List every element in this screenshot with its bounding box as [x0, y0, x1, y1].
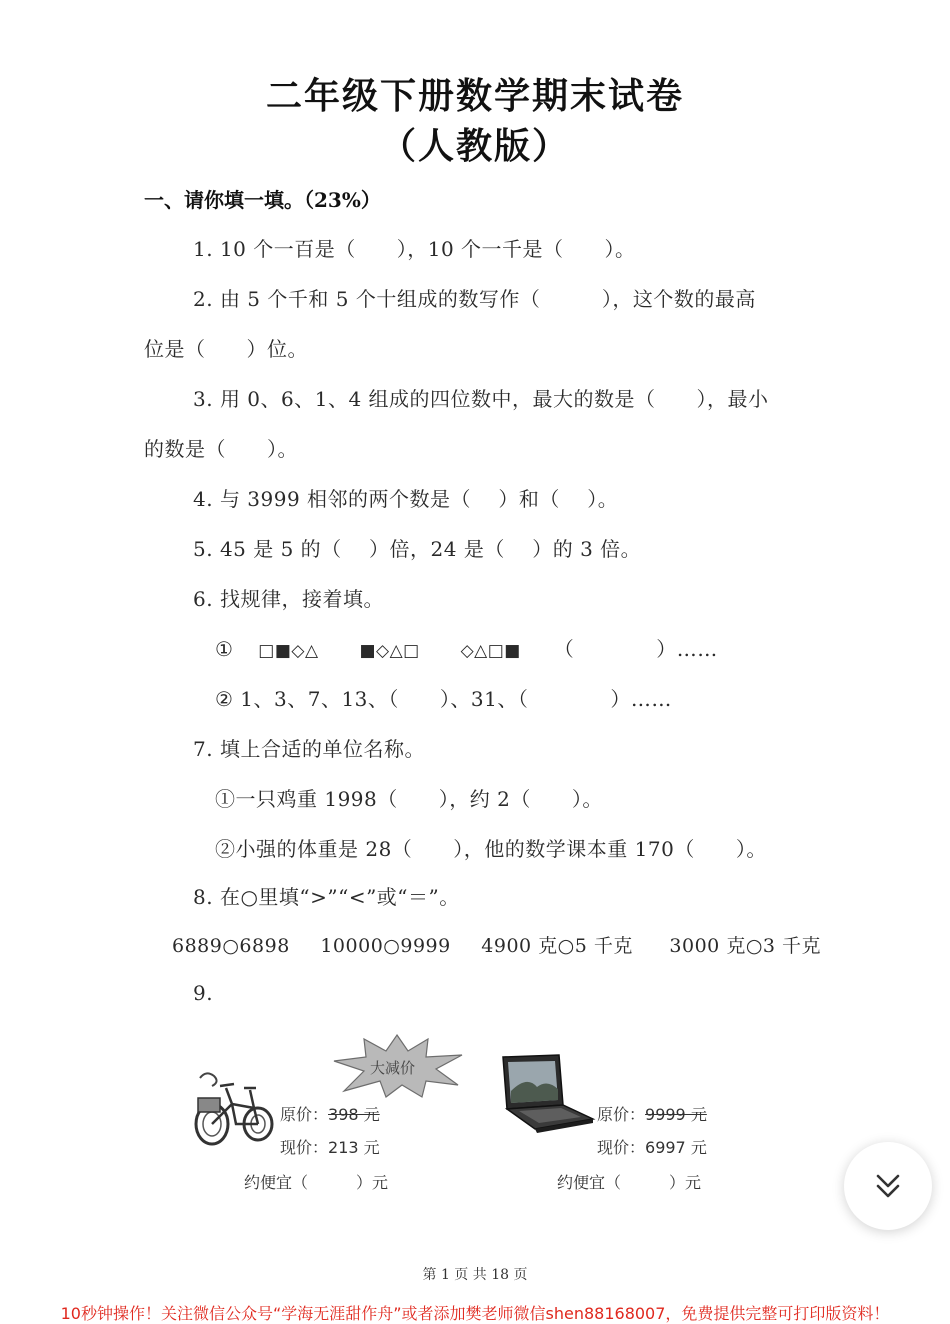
promo-banner[interactable]: 10秒钟操作！关注微信公众号“学海无涯甜作舟”或者添加樊老师微信shen88168007，免费提供完整可打印版资料！	[60, 1304, 890, 1323]
page-number: 第 1 页 共 18 页	[422, 1267, 528, 1283]
laptop-current	[597, 1135, 707, 1158]
double-chevron-down-icon	[871, 1169, 905, 1203]
question-7-part-1: ①一只鸡重 1998（ ），约 2（ ）。	[215, 787, 603, 811]
sale-tag-text: 大减价	[370, 1059, 416, 1077]
compare-item: 10000○9999	[320, 935, 451, 957]
question-7-part-2: ②小强的体重是 28（ ），他的数学课本重 170（ ）。	[215, 837, 767, 861]
bicycle-icon	[192, 1068, 276, 1148]
question-8-items	[172, 931, 821, 958]
pattern-group-3: ◇△□■	[460, 641, 521, 661]
laptop-original-label: 原价：	[597, 1105, 646, 1124]
pattern-group-2: ■◇△□	[359, 641, 420, 661]
page-title: 二年级下册数学期末试卷	[265, 75, 684, 117]
pattern-label: ①	[215, 637, 234, 661]
pattern-row-2: ② 1、3、7、13、（ ）、31、（ ）……	[215, 687, 672, 711]
compare-item: 4900 克○5 千克	[481, 935, 633, 957]
bike-current-price: 213 元	[328, 1138, 380, 1157]
question-6: 6. 找规律，接着填。	[193, 587, 384, 611]
laptop-original	[597, 1102, 707, 1125]
question-9: 9.	[193, 981, 214, 1005]
laptop-discount-blank: 约便宜（ ）元	[557, 1173, 702, 1192]
bike-current-label: 现价：	[280, 1138, 329, 1157]
laptop-current-price: 6997 元	[645, 1138, 707, 1157]
bike-original	[280, 1102, 380, 1125]
scroll-down-button[interactable]	[844, 1142, 932, 1230]
laptop-original-price: 9999 元	[645, 1105, 707, 1124]
compare-item: 3000 克○3 千克	[669, 935, 822, 957]
pattern-blank: （ ）……	[553, 637, 718, 661]
laptop-icon	[497, 1053, 597, 1133]
compare-item: 6889○6898	[172, 935, 290, 957]
bike-current	[280, 1135, 380, 1158]
question-5: 5. 45 是 5 的（ ）倍，24 是（ ）的 3 倍。	[193, 537, 642, 561]
question-7: 7. 填上合适的单位名称。	[193, 737, 425, 761]
question-1: 1. 10 个一百是（ ），10 个一千是（ ）。	[193, 237, 636, 261]
question-2-line-1: 2. 由 5 个千和 5 个十组成的数写作（ ），这个数的最高	[193, 287, 756, 311]
question-8: 8. 在○里填“>”“<”或“＝”。	[193, 885, 460, 909]
bike-original-label: 原价：	[280, 1105, 329, 1124]
question-4: 4. 与 3999 相邻的两个数是（ ）和（ ）。	[193, 487, 619, 511]
bike-original-price: 398 元	[328, 1105, 380, 1124]
question-2-line-2: 位是（ ）位。	[144, 337, 308, 361]
question-3-line-1: 3. 用 0、6、1、4 组成的四位数中，最大的数是（ ），最小	[193, 387, 769, 411]
pattern-group-1: □■◇△	[258, 641, 319, 661]
bike-discount-blank: 约便宜（ ）元	[244, 1173, 389, 1192]
pattern-row-1	[215, 633, 718, 662]
laptop-current-label: 现价：	[597, 1138, 646, 1157]
page-subtitle: （人教版）	[379, 125, 570, 167]
question-3-line-2: 的数是（ ）。	[144, 437, 298, 461]
section-heading: 一、请你填一填。（23%）	[144, 188, 381, 212]
